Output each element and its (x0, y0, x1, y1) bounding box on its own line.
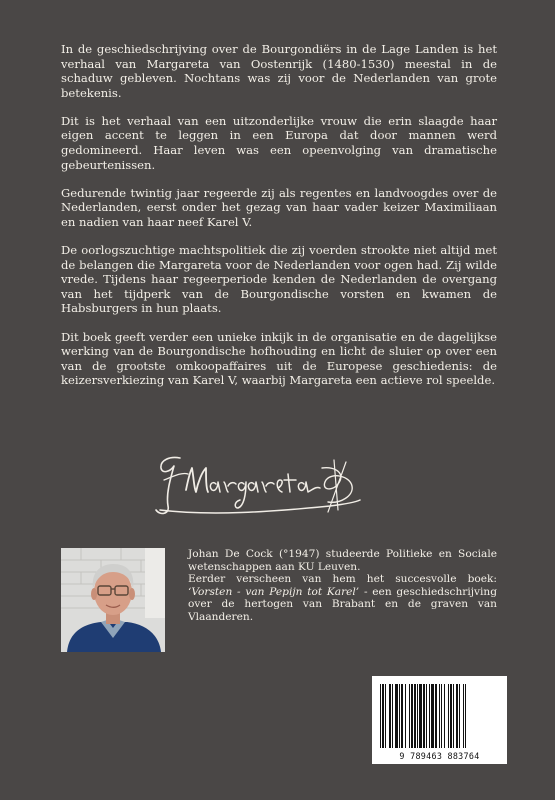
author-photo (61, 548, 165, 652)
blurb-paragraph-3: Gedurende twintig jaar regeerde zij als regentes en landvoogdes over de Nederlanden, eerst onder het gezag van haar vader keizer Maximiliaan en nadien van haar neef Karel V. (61, 185, 497, 229)
blurb-text (61, 42, 497, 401)
author-portrait-image (61, 548, 165, 652)
author-bio (188, 548, 497, 624)
book-title: ‘Vorsten - van Pepijn tot Karel’ (188, 585, 360, 598)
author-bio-line-2-pre: Eerder verscheen van hem het succesvolle boek: (188, 573, 497, 586)
blurb-paragraph-5: Dit boek geeft verder een unieke inkijk in de organisatie en de dagelijkse werking van de Bourgondische hofhouding en licht de sluier op over een van de grootste omkoopaffaires uit de Europese geschiedenis: de keizersverkiezing van Karel V, waarbij Margareta een actieve rol speelde. (61, 329, 497, 388)
author-bio-line-1: Johan De Cock (°1947) studeerde Politieke en Sociale wetenschappen aan KU Leuven. (188, 548, 497, 573)
blurb-paragraph-1: In de geschiedschrijving over de Bourgondiërs in de Lage Landen is het verhaal van Margareta van Oostenrijk (1480-1530) meestal in de schaduw gebleven. Nochtans was zij voor de Nederlanden van grote betekenis. (61, 42, 497, 100)
author-bio-line-2 (188, 573, 497, 623)
isbn-barcode (372, 676, 507, 764)
handwritten-signature (150, 450, 365, 522)
author-bio-line-2-post: - een geschiedschrijving over de hertogen van Brabant en de graven van Vlaanderen. (188, 585, 497, 623)
blurb-paragraph-2: Dit is het verhaal van een uitzonderlijke vrouw die erin slaagde haar eigen accent te leggen in een Europa dat door mannen werd gedomineerd. Haar leven was een opeenvolging van dramatische gebeurtenissen. (61, 113, 497, 172)
isbn-number: 9 789463 883764 (399, 751, 480, 761)
blurb-paragraph-4: De oorlogszuchtige machtspolitiek die zij voerden strookte niet altijd met de belangen die Margareta voor de Nederlanden voor ogen had. Zij wilde vrede. Tijdens haar regeerperiode kenden de Nederlanden de overgang van het tijdperk van de Bourgondische vorsten en kwamen de Habsburgers in hun plaats. (61, 243, 497, 316)
